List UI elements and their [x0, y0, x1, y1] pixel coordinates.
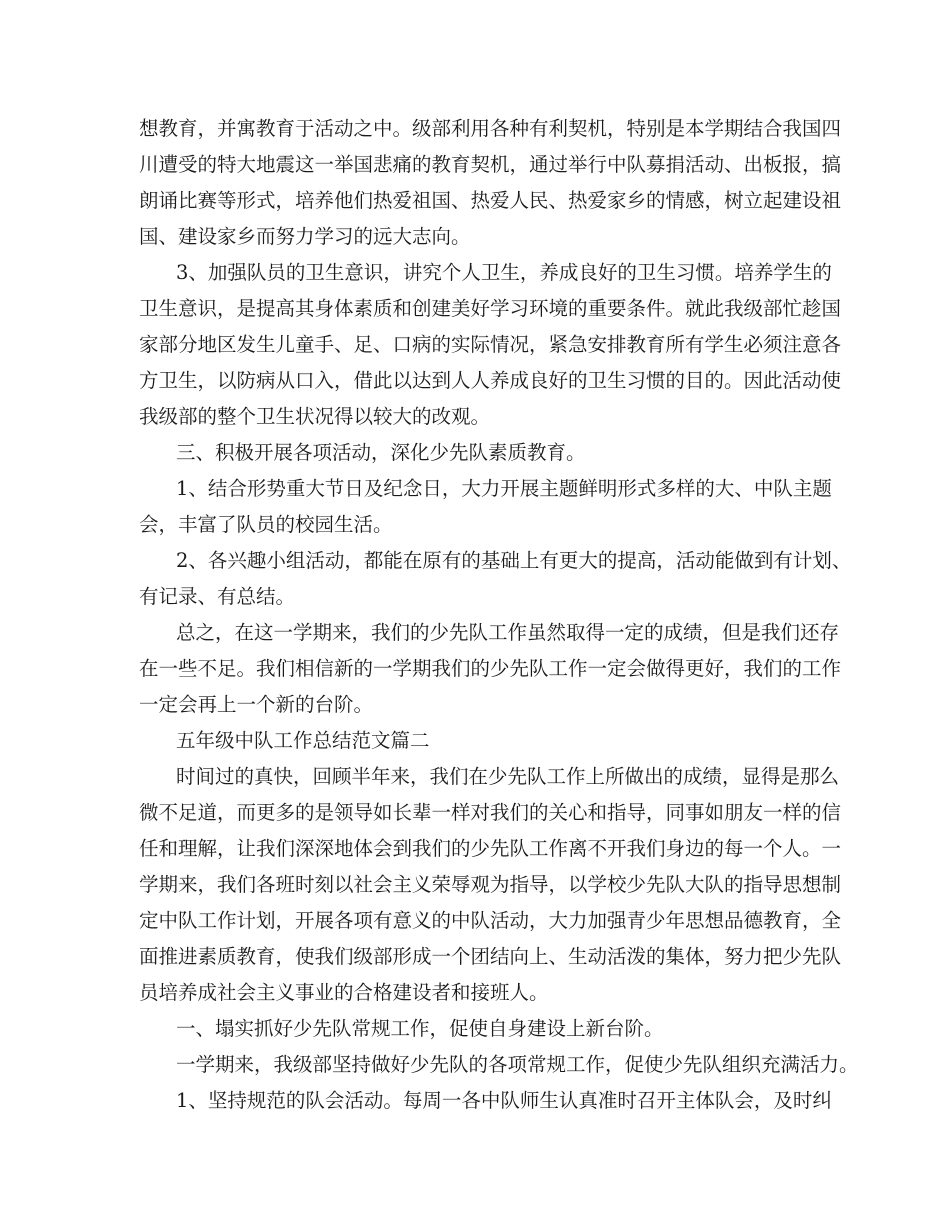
- paragraph-start: 一学期来，我级部坚持做好少先队的各项常规工作，促使少先队组织充满活力。: [176, 1053, 859, 1076]
- paragraph-start: 总之，在这一学期来，我们的少先队工作虽然取得一定的成绩，但是我们还存: [176, 621, 840, 644]
- text-line: 任和理解，让我们深深地体会到我们的少先队工作离不开我们身边的每一个人。一: [139, 837, 842, 860]
- text-line: 定中队工作计划，开展各项有意义的中队活动，大力加强青少年思想品德教育，全: [139, 909, 842, 932]
- text-line: 学期来，我们各班时刻以社会主义荣辱观为指导，以学校少先队大队的指导思想制: [139, 873, 842, 896]
- text-line: 朗诵比赛等形式，培养他们热爱祖国、热爱人民、热爱家乡的情感，树立起建设祖: [139, 189, 842, 212]
- text-line: 面推进素质教育，使我们级部形成一个团结向上、生动活泼的集体，努力把少先队: [139, 945, 842, 968]
- text-line: 微不足道，而更多的是领导如长辈一样对我们的关心和指导，同事如朋友一样的信: [139, 801, 842, 824]
- text-line: 一定会再上一个新的台阶。: [139, 693, 374, 716]
- section-heading: 三、积极开展各项活动，深化少先队素质教育。: [176, 441, 586, 464]
- text-line: 卫生意识，是提高其身体素质和创建美好学习环境的重要条件。就此我级部忙趁国: [139, 297, 842, 320]
- text-line: 国、建设家乡而努力学习的远大志向。: [139, 225, 471, 248]
- section-heading: 一、塌实抓好少先队常规工作，促使自身建设上新台阶。: [176, 1017, 664, 1040]
- paragraph-start: 1、结合形势重大节日及纪念日，大力开展主题鲜明形式多样的大、中队主题: [176, 477, 832, 500]
- text-line: 有记录、有总结。: [139, 585, 296, 608]
- paragraph-start: 时间过的真快，回顾半年来，我们在少先队工作上所做出的成绩，显得是那么: [176, 765, 840, 788]
- paragraph-start: 2、各兴趣小组活动，都能在原有的基础上有更大的提高，活动能做到有计划、: [176, 549, 852, 572]
- text-line: 川遭受的特大地震这一举国悲痛的教育契机，通过举行中队募捐活动、出板报，搞: [139, 153, 842, 176]
- text-line: 想教育，并寓教育于活动之中。级部利用各种有利契机，特别是本学期结合我国四: [139, 117, 842, 140]
- text-line: 我级部的整个卫生状况得以较大的改观。: [139, 405, 491, 428]
- paragraph-start: 1、坚持规范的队会活动。每周一各中队师生认真准时召开主体队会，及时纠: [176, 1089, 832, 1112]
- text-line: 员培养成社会主义事业的合格建设者和接班人。: [139, 981, 549, 1004]
- article-title: 五年级中队工作总结范文篇二: [176, 729, 430, 752]
- text-line: 家部分地区发生儿童手、足、口病的实际情况，紧急安排教育所有学生必须注意各: [139, 333, 842, 356]
- paragraph-start: 3、加强队员的卫生意识，讲究个人卫生，养成良好的卫生习惯。培养学生的: [176, 261, 832, 284]
- text-line: 方卫生，以防病从口入，借此以达到人人养成良好的卫生习惯的目的。因此活动使: [139, 369, 842, 392]
- text-line: 在一些不足。我们相信新的一学期我们的少先队工作一定会做得更好，我们的工作: [139, 657, 842, 680]
- text-line: 会，丰富了队员的校园生活。: [139, 513, 393, 536]
